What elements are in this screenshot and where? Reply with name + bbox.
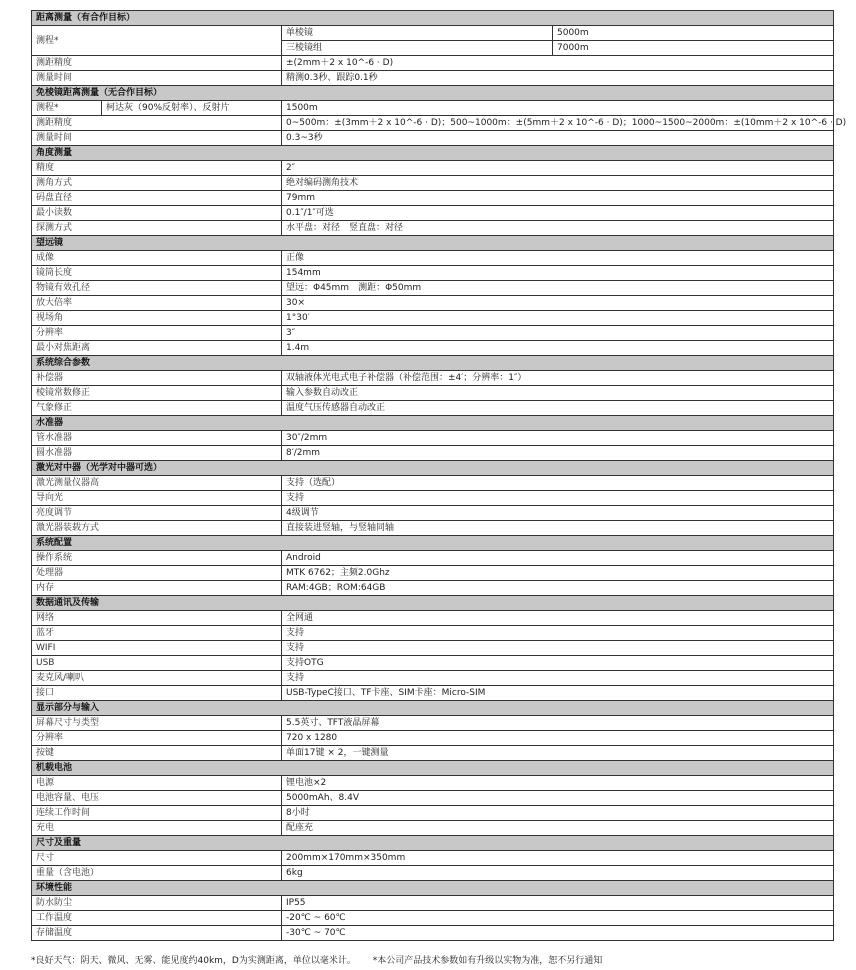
- spec-label: WIFI: [32, 641, 282, 656]
- spec-value: 2″: [282, 161, 834, 176]
- spec-label: 工作温度: [32, 911, 282, 926]
- section-header: [32, 236, 834, 251]
- spec-label: 棱镜常数修正: [32, 386, 282, 401]
- section-header: [32, 356, 834, 371]
- section-title: 显示部分与输入: [32, 701, 834, 716]
- spec-row: [32, 101, 834, 116]
- spec-row: [32, 206, 834, 221]
- spec-label: 镜筒长度: [32, 266, 282, 281]
- spec-value: -30℃ ~ 70℃: [282, 926, 834, 941]
- spec-value: MTK 6762；主频2.0Ghz: [282, 566, 834, 581]
- spec-value: 8小时: [282, 806, 834, 821]
- spec-row: [32, 491, 834, 506]
- spec-value: 绝对编码测角技术: [282, 176, 834, 191]
- spec-row: [32, 776, 834, 791]
- spec-row: [32, 476, 834, 491]
- spec-label: 导向光: [32, 491, 282, 506]
- spec-label: USB: [32, 656, 282, 671]
- spec-row: [32, 641, 834, 656]
- spec-label: 激光器装载方式: [32, 521, 282, 536]
- spec-label: 放大倍率: [32, 296, 282, 311]
- spec-value: 精测0.3秒、跟踪0.1秒: [282, 71, 834, 86]
- section-header: [32, 596, 834, 611]
- spec-row: [32, 611, 834, 626]
- spec-value: Android: [282, 551, 834, 566]
- spec-value: 5.5英寸、TFT液晶屏幕: [282, 716, 834, 731]
- spec-value: 0.1″/1″可选: [282, 206, 834, 221]
- section-title: 尺寸及重量: [32, 836, 834, 851]
- spec-value: 4级调节: [282, 506, 834, 521]
- section-header: [32, 461, 834, 476]
- section-title: 环境性能: [32, 881, 834, 896]
- spec-row: [32, 866, 834, 881]
- section-header: [32, 701, 834, 716]
- section-header: [32, 761, 834, 776]
- spec-row: [32, 26, 834, 41]
- spec-label: 物镜有效孔径: [32, 281, 282, 296]
- spec-row: [32, 566, 834, 581]
- spec-label: 接口: [32, 686, 282, 701]
- spec-value: 8′/2mm: [282, 446, 834, 461]
- spec-row: [32, 716, 834, 731]
- spec-value: 200mm×170mm×350mm: [282, 851, 834, 866]
- spec-label: 气象修正: [32, 401, 282, 416]
- spec-row: [32, 431, 834, 446]
- section-title: 激光对中器（光学对中器可选）: [32, 461, 834, 476]
- spec-label: 按键: [32, 746, 282, 761]
- spec-row: [32, 446, 834, 461]
- spec-label: 测量时间: [32, 71, 282, 86]
- spec-value: 154mm: [282, 266, 834, 281]
- spec-row: [32, 56, 834, 71]
- spec-value: 支持: [282, 491, 834, 506]
- spec-value: 支持（选配）: [282, 476, 834, 491]
- section-title: 水准器: [32, 416, 834, 431]
- spec-row: [32, 626, 834, 641]
- spec-row: [32, 131, 834, 146]
- spec-label: 充电: [32, 821, 282, 836]
- spec-label: 最小读数: [32, 206, 282, 221]
- spec-label: 最小对焦距离: [32, 341, 282, 356]
- section-title: 系统综合参数: [32, 356, 834, 371]
- spec-value: 直接装进竖轴，与竖轴同轴: [282, 521, 834, 536]
- spec-table-body: [32, 11, 847, 941]
- spec-label: 蓝牙: [32, 626, 282, 641]
- section-title: 距离测量（有合作目标）: [32, 11, 834, 26]
- section-header: [32, 536, 834, 551]
- spec-value: RAM:4GB；ROM:64GB: [282, 581, 834, 596]
- spec-value: ±(2mm＋2 x 10^-6 · D): [282, 56, 834, 71]
- spec-row: [32, 251, 834, 266]
- footnote-disclaimer: *本公司产品技术参数如有升级以实物为准，恕不另行通知: [372, 956, 603, 966]
- spec-row: [32, 221, 834, 236]
- spec-value: 水平盘：对径 竖直盘：对径: [282, 221, 834, 236]
- spec-row: [32, 806, 834, 821]
- section-title: 机载电池: [32, 761, 834, 776]
- spec-label: 探测方式: [32, 221, 282, 236]
- spec-row: [32, 161, 834, 176]
- section-title: 免棱镜距离测量（无合作目标）: [32, 86, 834, 101]
- spec-row: [32, 671, 834, 686]
- spec-row: [32, 266, 834, 281]
- spec-value: 温度气压传感器自动改正: [282, 401, 834, 416]
- spec-label: 处理器: [32, 566, 282, 581]
- spec-value: 5000m: [553, 26, 834, 41]
- spec-label: 操作系统: [32, 551, 282, 566]
- footnote-weather: *良好天气：阴天、微风、无雾、能见度约40km，D为实测距离，单位以毫米计。: [31, 956, 356, 966]
- spec-label: 电池容量、电压: [32, 791, 282, 806]
- spec-label: 亮度调节: [32, 506, 282, 521]
- spec-label: 分辨率: [32, 731, 282, 746]
- spec-row: [32, 521, 834, 536]
- spec-label: 分辨率: [32, 326, 282, 341]
- section-title: 望远镜: [32, 236, 834, 251]
- spec-value: 锂电池×2: [282, 776, 834, 791]
- section-header: [32, 11, 834, 26]
- spec-label: 测距精度: [32, 56, 282, 71]
- spec-value: 30×: [282, 296, 834, 311]
- spec-row: [32, 551, 834, 566]
- section-header: [32, 416, 834, 431]
- spec-row: [32, 581, 834, 596]
- spec-value: 30″/2mm: [282, 431, 834, 446]
- spec-value: 7000m: [553, 41, 834, 56]
- spec-value: 全网通: [282, 611, 834, 626]
- section-title: 角度测量: [32, 146, 834, 161]
- spec-value: 1°30′: [282, 311, 834, 326]
- spec-row: [32, 386, 834, 401]
- spec-row: [32, 116, 834, 131]
- spec-row: [32, 851, 834, 866]
- spec-label: 测距精度: [32, 116, 282, 131]
- spec-value: 输入参数自动改正: [282, 386, 834, 401]
- spec-label: 管水准器: [32, 431, 282, 446]
- footnote: [31, 953, 851, 966]
- spec-label: 视场角: [32, 311, 282, 326]
- spec-row: [32, 176, 834, 191]
- spec-row: [32, 896, 834, 911]
- spec-row: [32, 296, 834, 311]
- spec-row: [32, 506, 834, 521]
- section-header: [32, 86, 834, 101]
- spec-value: 望远：Φ45mm 测距：Φ50mm: [282, 281, 834, 296]
- spec-value: 双轴液体光电式电子补偿器（补偿范围：±4′；分辨率：1″）: [282, 371, 834, 386]
- spec-row: [32, 926, 834, 941]
- spec-row: [32, 821, 834, 836]
- spec-value: 0~500m：±(3mm＋2 x 10^-6 · D)；500~1000m：±(5mm＋2 x 10^-6 · D)；1000~1500~2000m：±(10mm＋2 x 10^-6 · D): [282, 116, 834, 131]
- spec-label: 精度: [32, 161, 282, 176]
- spec-value: 1.4m: [282, 341, 834, 356]
- spec-row: [32, 281, 834, 296]
- spec-value: 5000mAh、8.4V: [282, 791, 834, 806]
- spec-label: 尺寸: [32, 851, 282, 866]
- spec-value: 配座充: [282, 821, 834, 836]
- spec-row: [32, 401, 834, 416]
- section-header: [32, 146, 834, 161]
- spec-value: 正像: [282, 251, 834, 266]
- spec-row: [32, 911, 834, 926]
- spec-value: 1500m: [282, 101, 834, 116]
- spec-value: 720 x 1280: [282, 731, 834, 746]
- spec-value: 6kg: [282, 866, 834, 881]
- spec-row: [32, 656, 834, 671]
- spec-label: 激光测量仪器高: [32, 476, 282, 491]
- section-header: [32, 836, 834, 851]
- spec-row: [32, 686, 834, 701]
- spec-sub-label: 单棱镜: [282, 26, 553, 41]
- spec-label: 内存: [32, 581, 282, 596]
- spec-label: 电源: [32, 776, 282, 791]
- spec-row: [32, 371, 834, 386]
- spec-label: 测程*: [32, 101, 102, 116]
- spec-label: 连续工作时间: [32, 806, 282, 821]
- spec-row: [32, 71, 834, 86]
- spec-label: 测程*: [32, 26, 282, 56]
- spec-label: 补偿器: [32, 371, 282, 386]
- spec-label: 防水防尘: [32, 896, 282, 911]
- spec-label: 成像: [32, 251, 282, 266]
- spec-label: 网络: [32, 611, 282, 626]
- spec-value: IP55: [282, 896, 834, 911]
- spec-sub-label: 三棱镜组: [282, 41, 553, 56]
- section-title: 系统配置: [32, 536, 834, 551]
- spec-row: [32, 341, 834, 356]
- spec-row: [32, 731, 834, 746]
- spec-label: 屏幕尺寸与类型: [32, 716, 282, 731]
- spec-row: [32, 791, 834, 806]
- spec-label: 码盘直径: [32, 191, 282, 206]
- spec-value: -20℃ ~ 60℃: [282, 911, 834, 926]
- spec-label: 重量（含电池）: [32, 866, 282, 881]
- spec-row: [32, 326, 834, 341]
- spec-value: 3″: [282, 326, 834, 341]
- spec-value: 单面17键 × 2，一键测量: [282, 746, 834, 761]
- spec-value: 支持: [282, 671, 834, 686]
- spec-value: 79mm: [282, 191, 834, 206]
- spec-value: 0.3~3秒: [282, 131, 834, 146]
- spec-label: 存储温度: [32, 926, 282, 941]
- spec-label: 测量时间: [32, 131, 282, 146]
- spec-value: 支持OTG: [282, 656, 834, 671]
- spec-label: 麦克风/喇叭: [32, 671, 282, 686]
- spec-value: 支持: [282, 626, 834, 641]
- spec-label: 圆水准器: [32, 446, 282, 461]
- spec-table: [31, 10, 847, 941]
- spec-label: 测角方式: [32, 176, 282, 191]
- spec-row: [32, 311, 834, 326]
- spec-row: [32, 191, 834, 206]
- spec-condition: 柯达灰（90%反射率）、反射片: [102, 101, 282, 116]
- spec-row: [32, 746, 834, 761]
- section-header: [32, 881, 834, 896]
- spec-value: USB-TypeC接口、TF卡座、SIM卡座：Micro-SIM: [282, 686, 834, 701]
- spec-value: 支持: [282, 641, 834, 656]
- section-title: 数据通讯及传输: [32, 596, 834, 611]
